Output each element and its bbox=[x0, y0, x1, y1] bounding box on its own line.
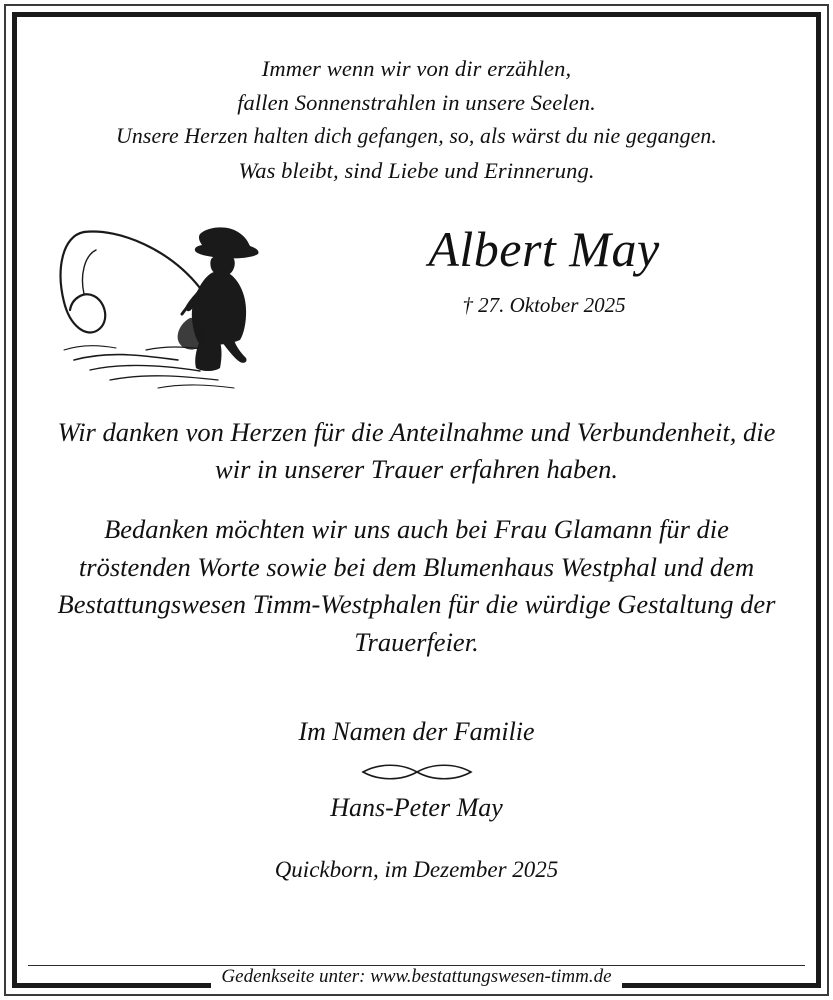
name-block bbox=[48, 206, 785, 396]
fly-fisherman-illustration bbox=[50, 210, 308, 396]
verse-line-4: Was bleibt, sind Liebe und Erinnerung. bbox=[238, 157, 595, 183]
place-and-date: Quickborn, im Dezember 2025 bbox=[274, 857, 559, 883]
verse-line-1: Immer wenn wir von dir erzählen, bbox=[261, 56, 572, 81]
thanks-section bbox=[48, 414, 785, 662]
verse-line-2: fallen Sonnenstrahlen in unsere Seelen. bbox=[237, 90, 596, 116]
thanks-paragraph-1: Wir danken von Herzen für die Anteilnahme und Verbundenheit, die wir in unserer Trauer erfahren haben. bbox=[57, 416, 776, 485]
footer bbox=[0, 966, 833, 996]
death-date: 27. Oktober 2025 bbox=[478, 292, 626, 317]
memorial-page-link[interactable]: Gedenkseite unter: www.bestattungswesen-timm.de bbox=[211, 966, 621, 988]
verse-line-3: Unsere Herzen halten dich gefangen, so, als wärst du nie gegangen. bbox=[116, 124, 717, 149]
deceased-name: Albert May bbox=[428, 220, 660, 277]
card-content bbox=[22, 22, 811, 978]
name-and-date bbox=[303, 222, 785, 318]
signature-name: Hans-Peter May bbox=[330, 793, 503, 823]
thanks-paragraph-2: Bedanken möchten wir uns auch bei Frau Glamann für die tröstenden Worte sowie bei dem Blumenhaus Westphal und dem Bestattungswesen Timm-Westphalen für die würdige Gestaltung der Trauerfeier. bbox=[57, 513, 776, 657]
death-date-line bbox=[303, 293, 785, 318]
ornament-divider bbox=[357, 761, 477, 783]
memorial-verse bbox=[48, 52, 785, 188]
cross-symbol: † bbox=[462, 292, 473, 317]
family-line: Im Namen der Familie bbox=[298, 717, 535, 747]
